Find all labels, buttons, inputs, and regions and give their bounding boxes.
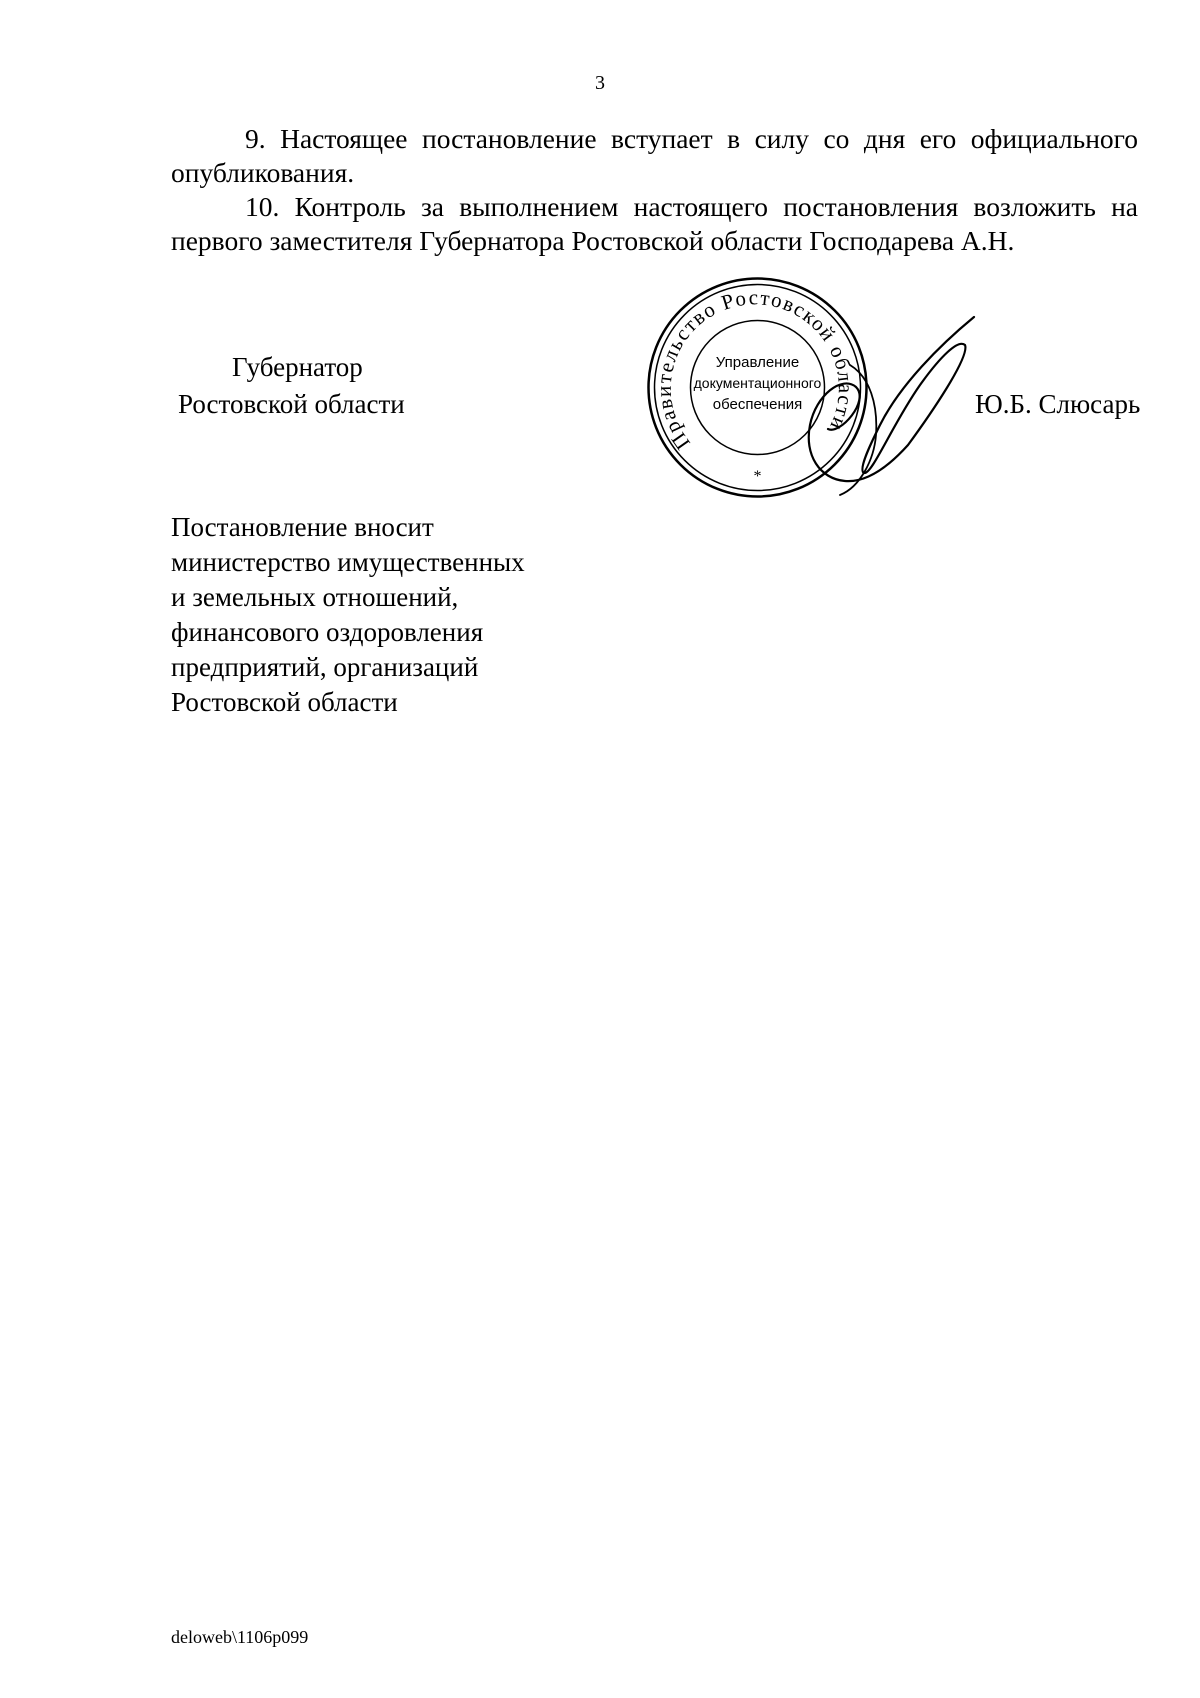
page-number: 3 (595, 72, 605, 94)
paragraph-number: 10. (245, 191, 280, 222)
footer-file-code: deloweb\1106p099 (171, 1627, 309, 1647)
stamp-inner-line1: Управление (715, 354, 800, 371)
paragraph-9 (171, 122, 1138, 190)
paragraph-10 (171, 190, 1138, 258)
paragraph-number: 9. (245, 123, 266, 154)
stamp-outer-text: Правительство Ростовской области (651, 285, 858, 455)
signatory-title-line1: Губернатор (232, 352, 363, 382)
paragraph-text: Контроль за выполнением настоящего постановления возложить на первого заместителя Губернатора Ростовской области Господарева А.Н. (171, 191, 1138, 256)
handwritten-signature (780, 305, 985, 500)
note-line: Постановление вносит (171, 512, 434, 542)
submission-note (171, 510, 525, 720)
signatory-name: Ю.Б. Слюсарь (975, 389, 1141, 419)
note-line: и земельных отношений, (171, 582, 459, 612)
stamp-inner-line2: документационного (693, 375, 822, 391)
note-line: Ростовской области (171, 687, 398, 717)
note-line: финансового оздоровления (171, 617, 484, 647)
signatory-title-line2: Ростовской области (178, 389, 405, 419)
paragraph-text: Настоящее постановление вступает в силу со дня его официального опубликования. (171, 123, 1139, 188)
note-line: предприятий, организаций (171, 652, 479, 682)
stamp-star: * (753, 468, 762, 485)
note-line: министерство имущественных (171, 547, 525, 577)
stamp-inner-line3: обеспечения (712, 396, 803, 413)
